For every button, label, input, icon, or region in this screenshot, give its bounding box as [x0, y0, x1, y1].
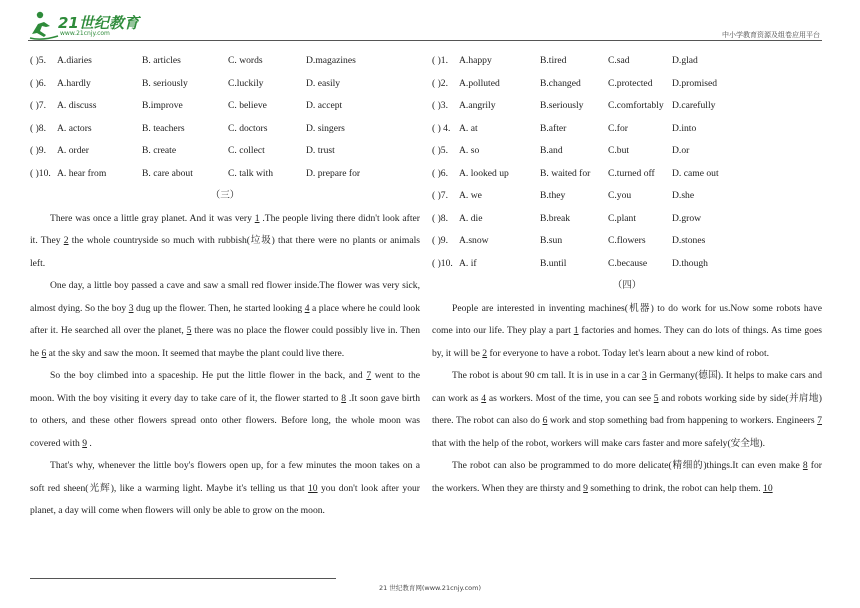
option-a: A. at [459, 122, 478, 134]
option-d: D. easily [306, 77, 341, 89]
passage3-paragraph-4 [30, 455, 420, 523]
footer-text: 21 世纪教育网(www.21cnjy.com) [379, 584, 481, 592]
passage4-paragraph-1 [432, 298, 822, 366]
option-b: B. articles [142, 55, 181, 66]
question-row [30, 95, 420, 118]
option-d: D.glad [672, 55, 698, 66]
blank-number: 7 [366, 370, 372, 381]
passage3-paragraph-2 [30, 275, 420, 365]
header-divider [28, 40, 822, 41]
blank-number: 4 [481, 392, 487, 404]
passage-text: for the workers. When they are thirsty and [432, 460, 822, 494]
blank-number: 8 [802, 460, 808, 471]
passage-text: One day, a little boy passed a cave and saw a small red flower inside.The flower was very sick, almost dying. So the boy [30, 280, 420, 314]
option-c: C. collect [228, 145, 265, 156]
question-row [30, 73, 420, 96]
question-number: ( )10. [432, 257, 453, 269]
option-b: B.sun [540, 235, 563, 246]
option-d: D.she [672, 190, 695, 201]
option-c: C.comfortably [608, 100, 664, 111]
passage-text: factories and homes. They can do lots of things. As time goes by, it will be [432, 325, 823, 359]
option-c: C.because [608, 257, 648, 269]
header-platform-text: 中小学教育资源及组卷应用平台 [722, 31, 820, 39]
option-a: A. discuss [57, 100, 97, 111]
passage-text: a place where he could look after it. He searched all over the planet, [30, 302, 420, 336]
passage-text: went to the moon. With the boy visiting it every day to take care of it, the flower started to [30, 370, 421, 404]
option-d: D.grow [672, 212, 702, 224]
question-number: ( )7. [30, 100, 46, 111]
left-column [30, 50, 420, 523]
option-d: D.or [672, 145, 690, 156]
passage-text: There was once a little gray planet. And it was very [50, 212, 255, 224]
option-d: D.into [672, 122, 697, 134]
page-header [0, 0, 860, 48]
option-b: B. seriously [142, 77, 188, 89]
option-a: A. so [459, 145, 480, 156]
left-question-list [30, 50, 420, 185]
question-row [30, 118, 420, 141]
option-d: D.carefully [672, 100, 716, 111]
question-number: ( )10. [30, 167, 51, 179]
option-d: D. prepare for [306, 167, 361, 179]
right-question-list [432, 50, 822, 275]
blank-number: 3 [128, 302, 134, 314]
passage-text: .The people living there didn't look after it. They [30, 212, 420, 246]
blank-number: 10 [307, 482, 318, 494]
blank-number: 5 [186, 325, 192, 336]
question-number: ( )7. [432, 190, 448, 201]
passage-text: there was no place the flower could possibly live in. Then he [30, 325, 420, 359]
option-b: B. create [142, 145, 177, 156]
passage4-paragraph-3 [432, 455, 822, 500]
option-a: A. looked up [459, 167, 509, 179]
site-logo [28, 8, 148, 42]
question-row [432, 95, 822, 118]
blank-number: 10 [763, 482, 773, 494]
passage-text: in Germany(德国). It helps to make cars and can work as [432, 370, 822, 404]
right-column [432, 50, 822, 500]
passage-text: The robot is about 90 cm tall. It is in use in a car [452, 370, 642, 381]
question-number: ( )5. [432, 145, 448, 156]
option-b: B.they [540, 190, 566, 201]
option-c: C.turned off [608, 167, 655, 179]
question-number: ( )6. [30, 77, 46, 89]
question-number: ( )5. [30, 55, 46, 66]
passage-text: People are interested in inventing machines(机器) to do work for us.Now some robots have come into our life. They play a part [432, 302, 822, 336]
option-c: C.flowers [608, 235, 646, 246]
section-3-title: （三） [210, 190, 240, 201]
option-b: B.seriously [540, 100, 584, 111]
logo-text: 21世纪教育 [58, 14, 139, 32]
question-row [432, 253, 822, 276]
blank-number: 5 [653, 392, 659, 404]
blank-number: 3 [641, 370, 647, 381]
option-a: A.hardly [57, 77, 91, 89]
question-row [432, 118, 822, 141]
option-a: A.angrily [459, 100, 496, 111]
option-c: C. talk with [228, 167, 274, 179]
option-d: D.stones [672, 235, 706, 246]
footer-divider [30, 578, 336, 579]
passage3-paragraph-1 [30, 208, 420, 276]
option-c: C.you [608, 190, 632, 201]
passage3-paragraph-3 [30, 365, 420, 455]
option-c: C. words [228, 55, 263, 66]
option-c: C.but [608, 145, 630, 156]
blank-number: 2 [482, 347, 488, 359]
option-a: A.polluted [459, 77, 500, 89]
option-a: A.happy [459, 55, 492, 66]
question-number: ( ) 4. [432, 122, 451, 134]
option-b: B.after [540, 122, 567, 134]
passage-text: . [87, 437, 92, 449]
question-number: ( )6. [432, 167, 448, 179]
logo-subtext: www.21cnjy.com [60, 30, 110, 37]
option-b: B.tired [540, 55, 567, 66]
passage4-paragraph-2 [432, 365, 822, 455]
question-row [30, 50, 420, 73]
passage-text: dug up the flower. Then, he started looking [133, 302, 305, 314]
question-row [432, 73, 822, 96]
passage-text: .It soon gave birth to others, and these other flowers spread onto other flowers. Before long, the whole moon was covered with [30, 392, 420, 449]
option-c: C.plant [608, 212, 636, 224]
option-a: A. die [459, 212, 483, 224]
option-b: B. care about [142, 167, 193, 179]
blank-number: 1 [573, 325, 579, 336]
question-number: ( )8. [30, 122, 46, 134]
option-b: B.changed [540, 77, 581, 89]
question-row [432, 185, 822, 208]
option-a: A.diaries [57, 55, 92, 66]
passage-text: that with the help of the robot, workers will make cars faster and more safely(安全地). [432, 437, 766, 449]
question-row [432, 163, 822, 186]
question-number: ( )9. [30, 145, 46, 156]
passage-text: and robots working side by side(并肩地) there. The robot can also do [432, 392, 823, 426]
blank-number: 2 [63, 235, 69, 246]
option-c: C.sad [608, 55, 630, 66]
passage-text: for everyone to have a robot. Today let's learn about a new kind of robot. [487, 347, 770, 359]
question-row [432, 50, 822, 73]
option-b: B.improve [142, 100, 183, 111]
option-c: C.luckily [228, 77, 264, 89]
passage-text: at the sky and saw the moon. It seemed that maybe the plant could live there. [46, 347, 345, 359]
passage-text: work and stop something bad from happening to workers. Engineers [547, 415, 818, 426]
option-b: B. waited for [540, 167, 591, 179]
option-a: A. order [57, 145, 89, 156]
option-b: B.and [540, 145, 563, 156]
option-c: C.protected [608, 77, 653, 89]
question-number: ( )3. [432, 100, 448, 111]
question-row [432, 230, 822, 253]
question-row [30, 140, 420, 163]
blank-number: 1 [254, 212, 260, 224]
option-c: C. believe [228, 100, 267, 111]
passage-text: That's why, whenever the little boy's flowers open up, for a few minutes the moon takes on a soft red sheen(光辉), like a warming light. Maybe it's telling us that [30, 460, 420, 494]
option-b: B. teachers [142, 122, 185, 134]
option-d: D.magazines [306, 55, 356, 66]
blank-number: 9 [583, 482, 588, 494]
option-c: C.for [608, 122, 628, 134]
option-b: B.break [540, 212, 571, 224]
option-a: A. actors [57, 122, 92, 134]
question-row [432, 140, 822, 163]
passage-text: as workers. Most of the time, you can see [486, 392, 654, 404]
question-number: ( )2. [432, 77, 448, 89]
blank-number: 7 [817, 415, 822, 426]
question-number: ( )9. [432, 235, 448, 246]
option-d: D. accept [306, 100, 343, 111]
option-d: D.promised [672, 77, 718, 89]
blank-number: 8 [341, 392, 347, 404]
option-a: A. we [459, 190, 482, 201]
passage-text: you don't look after your planet, a day will come when flowers will only be able to grow on the moon. [30, 482, 420, 516]
question-row [432, 208, 822, 231]
question-number: ( )1. [432, 55, 448, 66]
passage-text: So the boy climbed into a spaceship. He put the little flower in the back, and [50, 370, 367, 381]
blank-number: 6 [542, 415, 548, 426]
option-d: D. trust [306, 145, 335, 156]
passage-text: The robot can also be programmed to do more delicate(精细的)things.It can even make [452, 460, 803, 471]
option-a: A. hear from [57, 167, 107, 179]
option-a: A. if [459, 257, 477, 269]
option-d: D. came out [672, 167, 719, 179]
option-d: D.though [672, 257, 708, 269]
passage-text: something to drink, the robot can help them. [587, 482, 764, 494]
option-d: D. singers [306, 122, 345, 134]
question-row [30, 163, 420, 186]
option-b: B.until [540, 257, 567, 269]
blank-number: 4 [304, 302, 310, 314]
section-4-title: （四） [612, 280, 642, 291]
question-number: ( )8. [432, 212, 448, 224]
option-a: A.snow [459, 235, 489, 246]
option-c: C. doctors [228, 122, 268, 134]
blank-number: 6 [41, 347, 47, 359]
blank-number: 9 [82, 437, 88, 449]
passage-text: the whole countryside so much with rubbish(垃圾) that there were no plants or animals left. [30, 235, 420, 269]
